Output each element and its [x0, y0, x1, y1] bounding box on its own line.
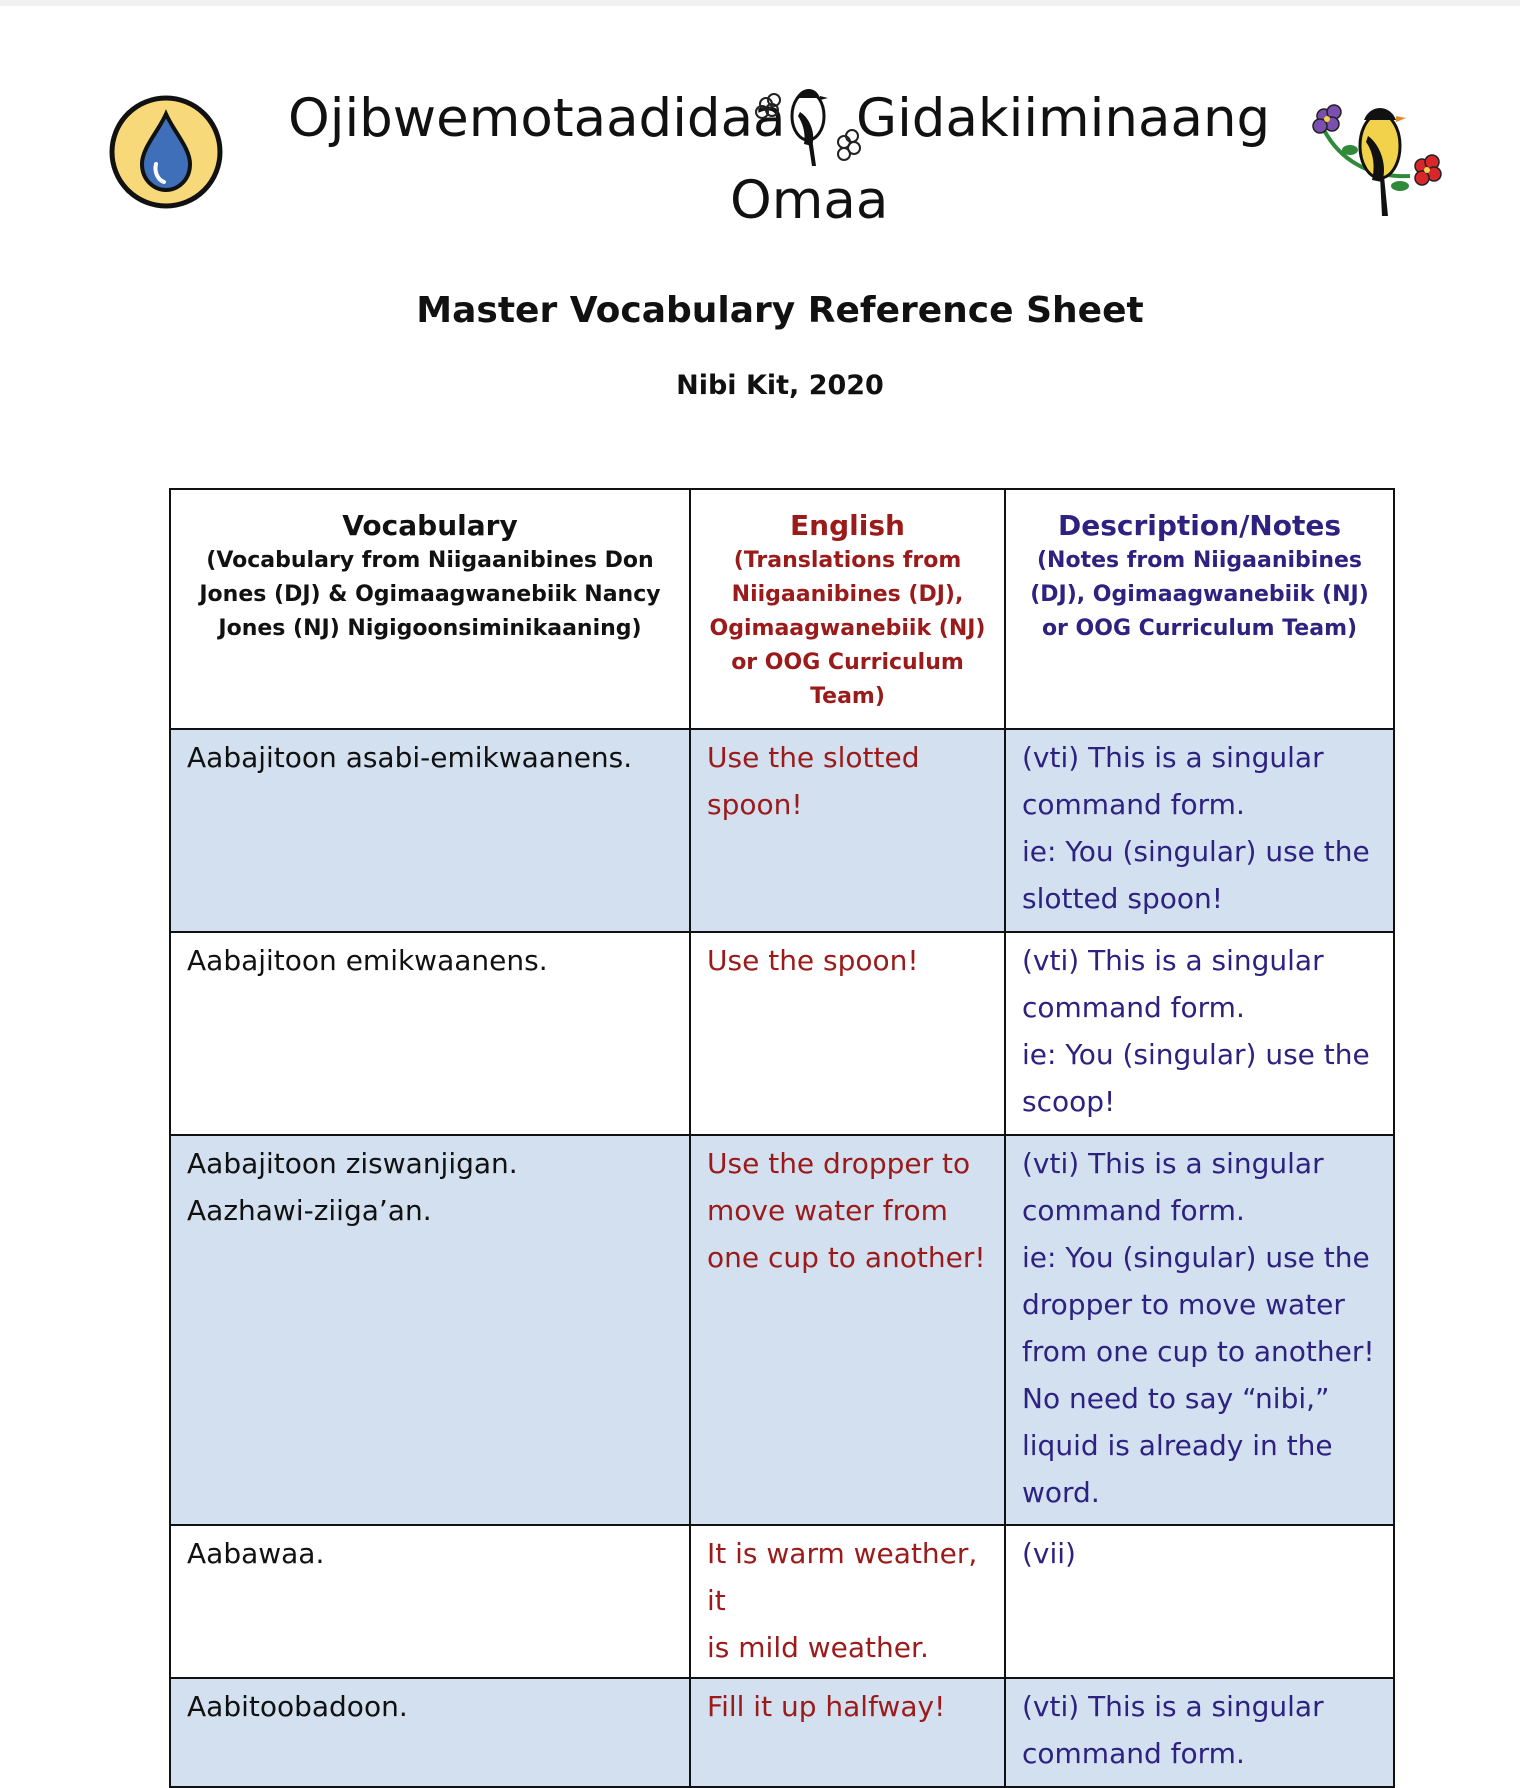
notes-cell: [1005, 729, 1394, 932]
vocab-cell: [170, 1678, 690, 1787]
column-subtitle: (Translations from Niigaanibines (DJ), Ogimaagwanebiik (NJ) or OOG Curriculum Team): [709, 548, 986, 709]
english-line: Use the slotted: [707, 741, 920, 774]
notes-cell: [1005, 1525, 1394, 1678]
document-subtitle: Nibi Kit, 2020: [676, 370, 884, 401]
notes-line: ie: You (singular) use the: [1022, 1241, 1370, 1274]
column-header-english: [690, 489, 1005, 729]
notes-line: ie: You (singular) use the: [1022, 1038, 1370, 1071]
english-line: It is warm weather, it: [707, 1537, 978, 1617]
table-row: [170, 1678, 1394, 1787]
english-cell: [690, 1525, 1005, 1678]
notes-line: from one cup to another!: [1022, 1335, 1375, 1368]
table-row: [170, 1525, 1394, 1678]
notes-line: No need to say “nibi,”: [1022, 1382, 1330, 1415]
vocab-line: Aabawaa.: [187, 1537, 325, 1570]
column-title: English: [790, 509, 905, 542]
column-header-notes: [1005, 489, 1394, 729]
column-subtitle: (Vocabulary from Niigaanibines Don Jones (DJ) & Ogimaagwanebiik Nancy Jones (NJ) Nigigoonsiminikaaning): [199, 548, 661, 641]
column-title: Vocabulary: [342, 509, 518, 542]
english-line: spoon!: [707, 788, 803, 821]
notes-line: (vti) This is a singular: [1022, 1147, 1324, 1180]
english-line: is mild weather.: [707, 1631, 929, 1664]
english-line: Use the dropper to: [707, 1147, 971, 1180]
vocab-line: Aazhawi-ziiga’an.: [187, 1194, 432, 1227]
vocab-line: Aabajitoon emikwaanens.: [187, 944, 548, 977]
vocab-line: Aabitoobadoon.: [187, 1690, 408, 1723]
vocab-cell: [170, 932, 690, 1135]
table-row: [170, 932, 1394, 1135]
english-cell: [690, 1135, 1005, 1525]
english-cell: [690, 932, 1005, 1135]
vocab-cell: [170, 1525, 690, 1678]
english-cell: [690, 1678, 1005, 1787]
column-title: Description/Notes: [1057, 509, 1342, 542]
notes-line: liquid is already in the: [1022, 1429, 1333, 1462]
notes-line: (vti) This is a singular: [1022, 741, 1324, 774]
notes-line: (vti) This is a singular: [1022, 944, 1324, 977]
brand-word-2: Gidakiiminaang: [856, 88, 1271, 149]
notes-line: command form.: [1022, 991, 1245, 1024]
english-line: one cup to another!: [707, 1241, 986, 1274]
brand-word-3: Omaa: [730, 170, 889, 231]
notes-line: command form.: [1022, 1194, 1245, 1227]
chickadee-with-flowers-icon: [752, 76, 868, 168]
brand-word-1: Ojibwemotaadidaa: [288, 88, 786, 149]
vocab-line: Aabajitoon asabi-emikwaanens.: [187, 741, 633, 774]
english-cell: [690, 729, 1005, 932]
bird-with-flowers-icon: [1310, 90, 1450, 220]
column-subtitle: (Notes from Niigaanibines (DJ), Ogimaagwanebiik (NJ) or OOG Curriculum Team): [1030, 548, 1369, 641]
table-row: [170, 1135, 1394, 1525]
vocab-cell: [170, 1135, 690, 1525]
vocab-line: Aabajitoon ziswanjigan.: [187, 1147, 518, 1180]
english-line: move water from: [707, 1194, 948, 1227]
table-row: [170, 729, 1394, 932]
notes-line: (vti) This is a singular: [1022, 1690, 1324, 1723]
document-title: Master Vocabulary Reference Sheet: [416, 290, 1144, 331]
notes-line: word.: [1022, 1476, 1100, 1509]
water-drop-icon: [108, 94, 224, 210]
notes-line: command form.: [1022, 1737, 1245, 1770]
notes-line: ie: You (singular) use the: [1022, 835, 1370, 868]
notes-line: scoop!: [1022, 1085, 1116, 1118]
table-header-row: [170, 489, 1394, 729]
column-header-vocabulary: [170, 489, 690, 729]
notes-line: slotted spoon!: [1022, 882, 1223, 915]
notes-line: (vii): [1022, 1537, 1076, 1570]
english-line: Use the spoon!: [707, 944, 919, 977]
english-line: Fill it up halfway!: [707, 1690, 946, 1723]
notes-cell: [1005, 1135, 1394, 1525]
page-top-border: [0, 0, 1520, 6]
notes-line: dropper to move water: [1022, 1288, 1345, 1321]
notes-cell: [1005, 932, 1394, 1135]
vocab-cell: [170, 729, 690, 932]
notes-line: command form.: [1022, 788, 1245, 821]
vocabulary-table: [169, 488, 1395, 1788]
notes-cell: [1005, 1678, 1394, 1787]
